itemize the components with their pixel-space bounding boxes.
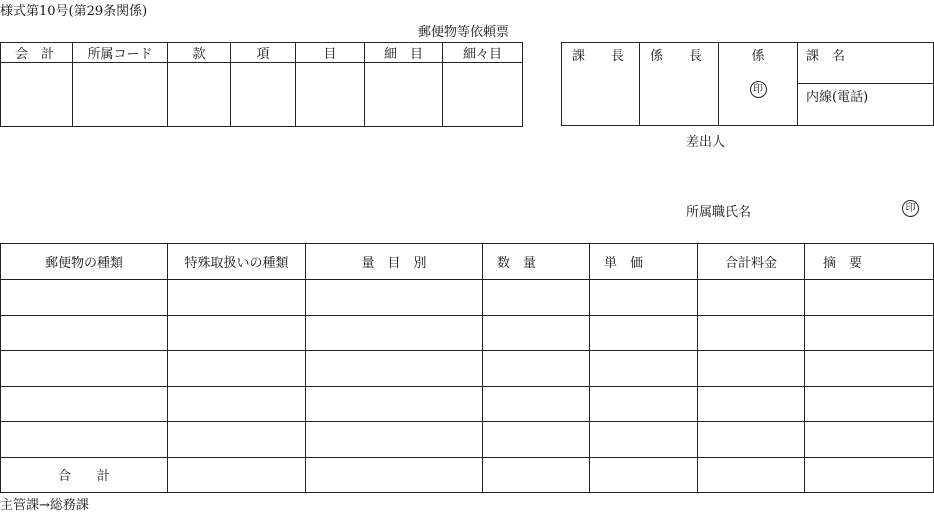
mail-items-table [0,243,934,493]
header-total-fee: 合計料金 [724,256,777,271]
table-row [1,280,934,316]
budget-header-cell [1,43,73,63]
budget-header-cell [296,43,365,63]
table-cell[interactable] [483,315,590,351]
total-cell[interactable] [805,457,934,492]
section-name-cell[interactable] [798,43,934,84]
table-cell[interactable] [483,386,590,422]
table-cell[interactable] [590,315,698,351]
table-cell[interactable] [306,386,483,422]
table-row [1,386,934,422]
budget-value-cell[interactable] [296,63,365,127]
budget-value-cell[interactable] [365,63,443,127]
total-cell[interactable] [698,457,805,492]
budget-header-kou: 項 [256,47,270,62]
table-cell[interactable] [1,280,168,316]
table-cell[interactable] [590,386,698,422]
budget-header-cell [73,43,168,63]
table-cell[interactable] [805,280,934,316]
table-cell[interactable] [306,422,483,458]
total-cell[interactable] [590,457,698,492]
table-cell[interactable] [805,386,934,422]
main-header-cell [483,244,590,280]
table-cell[interactable] [168,280,306,316]
budget-header-cell [168,43,231,63]
total-cell[interactable] [306,457,483,492]
table-cell[interactable] [1,351,168,387]
table-row [1,422,934,458]
main-header-cell [805,244,934,280]
total-label: 合 計 [57,469,110,485]
budget-header-cell [443,43,523,63]
table-cell[interactable] [805,351,934,387]
budget-header-saisaimoku: 細々目 [462,47,502,62]
table-cell[interactable] [590,351,698,387]
budget-header-cell [231,43,296,63]
form-number: 様式第10号(第29条関係) [0,4,148,19]
budget-table [0,42,523,127]
table-cell[interactable] [805,422,934,458]
header-special-handling: 特殊取扱いの種類 [184,256,289,271]
header-remarks: 摘 要 [823,256,863,271]
table-cell[interactable] [483,351,590,387]
seal-mark-icon: 印 [750,81,767,98]
approval-header-kakarichou: 係 長 [650,49,703,64]
table-cell[interactable] [698,422,805,458]
main-header-cell [698,244,805,280]
table-cell[interactable] [306,280,483,316]
budget-value-cell[interactable] [73,63,168,127]
header-unit-price: 単 価 [604,256,644,271]
budget-header-kan: 款 [192,47,206,62]
table-cell[interactable] [306,351,483,387]
budget-value-cell[interactable] [168,63,231,127]
sender-label: 差出人 [686,135,726,150]
main-header-cell [168,244,306,280]
total-label-cell [1,457,168,492]
table-cell[interactable] [483,422,590,458]
approval-header-kakari: 係 [751,49,765,64]
table-cell[interactable] [1,386,168,422]
table-cell[interactable] [168,386,306,422]
main-header-cell [1,244,168,280]
main-header-cell [590,244,698,280]
table-cell[interactable] [1,315,168,351]
approval-table [561,42,934,126]
total-cell[interactable] [168,457,306,492]
budget-header-saimoku: 細 目 [383,47,423,62]
table-cell[interactable] [168,351,306,387]
table-cell[interactable] [698,280,805,316]
table-cell[interactable] [698,315,805,351]
table-cell[interactable] [590,280,698,316]
extension-cell[interactable] [798,84,934,126]
header-mail-type: 郵便物の種類 [44,256,123,271]
extension-label: 内線(電話) [806,90,869,105]
affiliation-label: 所属職氏名 [686,205,752,220]
table-row [1,315,934,351]
section-name-label: 課 名 [806,49,846,64]
table-cell[interactable] [168,315,306,351]
budget-header-shozoku-code: 所属コード [87,47,153,62]
approval-kachou-cell[interactable] [562,43,640,126]
table-cell[interactable] [1,422,168,458]
table-cell[interactable] [698,351,805,387]
table-cell[interactable] [805,315,934,351]
total-cell[interactable] [483,457,590,492]
approval-kakarichou-cell[interactable] [640,43,719,126]
header-weight-class: 量 目 別 [361,256,427,271]
approval-header-kachou: 課 長 [572,49,625,64]
table-cell[interactable] [698,386,805,422]
approval-kakari-cell[interactable] [719,43,798,126]
budget-header-moku: 目 [323,47,337,62]
budget-header-kaikei: 会 計 [15,47,55,62]
main-header-cell [306,244,483,280]
header-quantity: 数 量 [497,256,537,271]
table-cell[interactable] [306,315,483,351]
budget-value-cell[interactable] [443,63,523,127]
footer-note: 主管課→総務課 [0,498,89,513]
budget-value-cell[interactable] [231,63,296,127]
budget-header-cell [365,43,443,63]
table-cell[interactable] [590,422,698,458]
affiliation-seal-field[interactable] [902,200,919,217]
budget-value-cell[interactable] [1,63,73,127]
table-row [1,351,934,387]
form-title: 郵便物等依頼票 [418,25,510,40]
table-cell[interactable] [168,422,306,458]
seal-mark-icon: 印 [902,200,919,217]
table-cell[interactable] [483,280,590,316]
